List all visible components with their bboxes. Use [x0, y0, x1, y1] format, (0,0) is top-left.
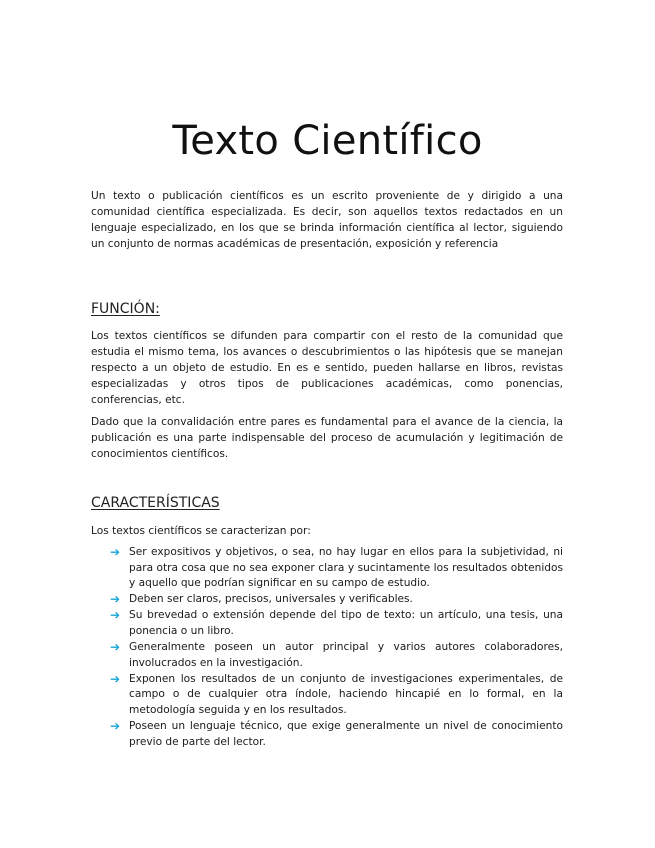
list-item	[110, 545, 563, 592]
list-item-text: Ser expositivos y objetivos, o sea, no hay lugar en ellos para la subjetividad, ni para otra cosa que no sea exponer clara y sucintamente los resultados obtenidos y aquello que podrían significar en su campo de estudio.	[129, 546, 563, 590]
list-item	[110, 592, 563, 608]
arrow-bullet-icon: ➔	[110, 719, 121, 734]
arrow-bullet-icon: ➔	[110, 608, 121, 623]
arrow-bullet-icon: ➔	[110, 640, 121, 655]
section-heading-caracteristicas: CARACTERÍSTICAS	[91, 495, 220, 511]
page-title: Texto Científico	[172, 118, 483, 164]
list-item-text: Deben ser claros, precisos, universales y verificables.	[129, 593, 413, 606]
arrow-bullet-icon: ➔	[110, 592, 121, 607]
funcion-paragraph-1: Los textos científicos se difunden para compartir con el resto de la comunidad que estudia el mismo tema, los avances o descubrimientos o las hipótesis que se manejan respecto a un objeto de estudio. En es e sentido, pueden hallarse en libros, revistas especializadas y otros tipos de publicaciones académicas, como ponencias, conferencias, etc.	[91, 330, 563, 406]
caracteristicas-list	[110, 545, 563, 751]
section-heading-funcion: FUNCIÓN:	[91, 301, 160, 317]
list-item-text: Su brevedad o extensión depende del tipo de texto: un artículo, una tesis, una ponencia o un libro.	[129, 609, 563, 637]
list-item	[110, 640, 563, 671]
intro-paragraph: Un texto o publicación científicos es un escrito proveniente de y dirigido a una comunidad científica especializada. Es decir, son aquellos textos redactados en un lenguaje especializado, en los que se brinda información científica al lector, siguiendo un conjunto de normas académicas de presentación, exposición y referencia	[91, 190, 563, 250]
list-item	[110, 672, 563, 719]
list-item	[110, 719, 563, 750]
funcion-paragraph-2: Dado que la convalidación entre pares es fundamental para el avance de la ciencia, la publicación es una parte indispensable del proceso de acumulación y legitimación de conocimientos científicos.	[91, 416, 563, 460]
caracteristicas-lead: Los textos científicos se caracterizan por:	[91, 525, 311, 537]
list-item-text: Generalmente poseen un autor principal y varios autores colaboradores, involucrados en la investigación.	[129, 641, 563, 669]
arrow-bullet-icon: ➔	[110, 545, 121, 559]
list-item-text: Poseen un lenguaje técnico, que exige generalmente un nivel de conocimiento previo de parte del lector.	[129, 720, 563, 748]
list-item	[110, 608, 563, 639]
list-item-text: Exponen los resultados de un conjunto de investigaciones experimentales, de campo o de cualquier otra índole, haciendo hincapié en lo formal, en la metodología seguida y en los resultados.	[129, 672, 563, 716]
arrow-bullet-icon: ➔	[110, 671, 121, 686]
